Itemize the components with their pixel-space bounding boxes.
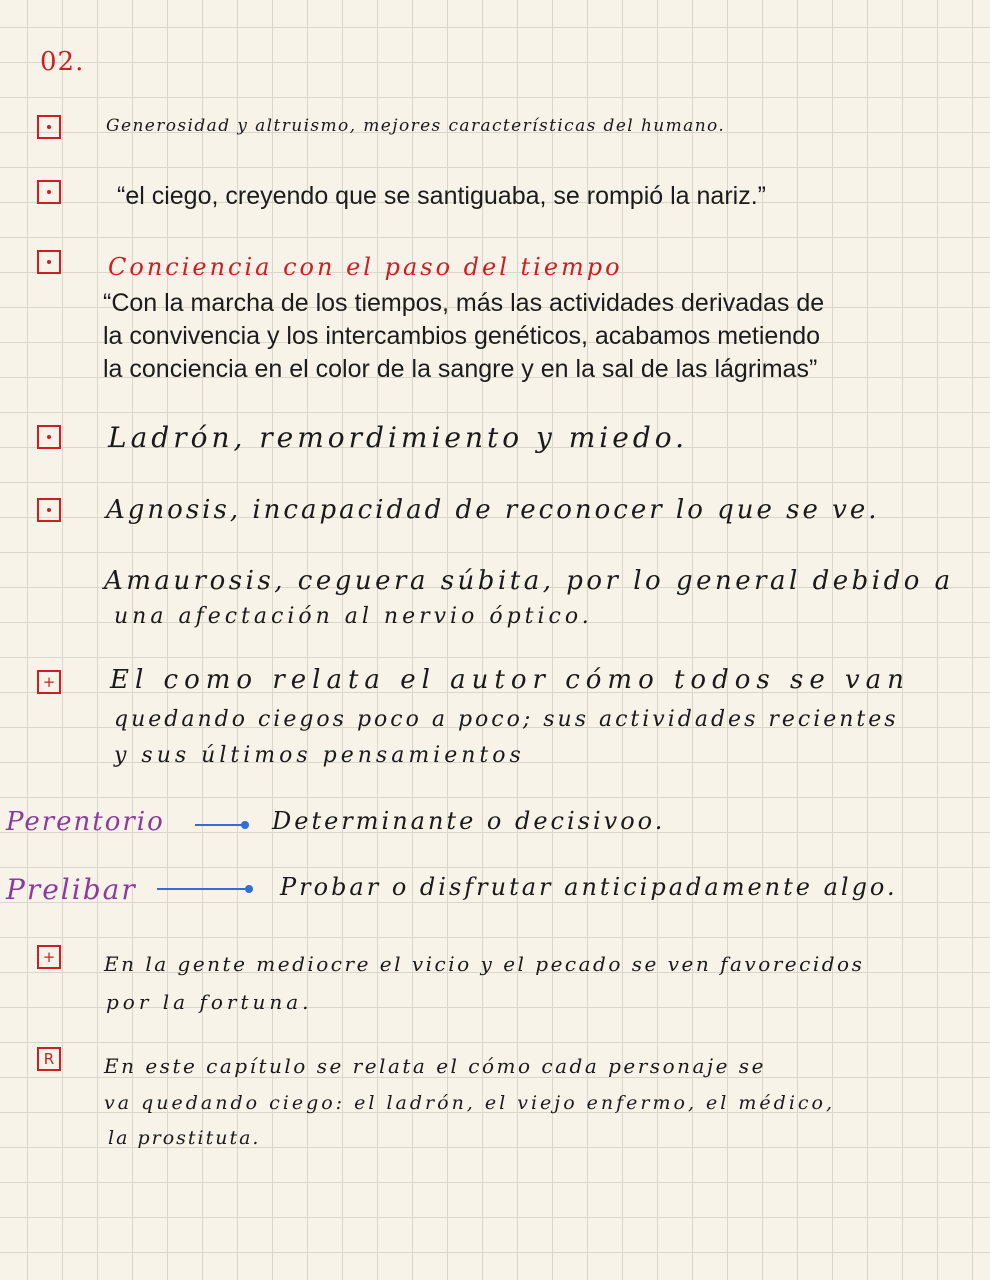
- checkbox-entry-1[interactable]: [37, 115, 61, 139]
- entry-9-line-1: En este capítulo se relata el cómo cada personaje se: [104, 1054, 766, 1078]
- entry-3-quote-line-3: la conciencia en el color de la sangre y en la sal de las lágrimas”: [103, 355, 818, 383]
- entry-2-quote: “el ciego, creyendo que se santiguaba, se rompió la nariz.”: [117, 182, 766, 210]
- dot-icon: [47, 190, 51, 194]
- checkbox-entry-4[interactable]: [37, 425, 61, 449]
- entry-8-line-1: En la gente mediocre el vicio y el pecado se ven favorecidos: [104, 952, 865, 976]
- arrow-icon: [195, 824, 245, 826]
- checkbox-entry-3[interactable]: [37, 250, 61, 274]
- plus-icon: +: [42, 672, 56, 691]
- entry-9-line-3: la prostituta.: [108, 1127, 261, 1149]
- entry-4-text: Ladrón, remordimiento y miedo.: [108, 421, 689, 454]
- entry-3-heading: Conciencia con el paso del tiempo: [108, 253, 623, 281]
- entry-3-quote-line-1: “Con la marcha de los tiempos, más las actividades derivadas de: [103, 289, 825, 317]
- entry-9-line-2: va quedando ciego: el ladrón, el viejo enfermo, el médico,: [104, 1092, 836, 1114]
- vocab-definition-perentorio: Determinante o decisivoo.: [272, 807, 666, 835]
- plus-icon: +: [42, 947, 56, 966]
- entry-7-line-1: El como relata el autor cómo todos se van: [110, 665, 910, 695]
- entry-1-text: Generosidad y altruismo, mejores características del humano.: [106, 116, 726, 136]
- dot-icon: [47, 508, 51, 512]
- entry-7-line-2: quedando ciegos poco a poco; sus actividades recientes: [114, 707, 899, 732]
- checkbox-entry-2[interactable]: [37, 180, 61, 204]
- entry-3-quote-line-2: la convivencia y los intercambios genéticos, acabamos metiendo: [103, 322, 821, 350]
- vocab-definition-prelibar: Probar o disfrutar anticipadamente algo.: [280, 873, 898, 901]
- checkbox-entry-5[interactable]: [37, 498, 61, 522]
- checkbox-entry-7[interactable]: [37, 670, 61, 694]
- entry-6-line-1: Amaurosis, ceguera súbita, por lo general debido a: [104, 566, 954, 596]
- r-letter-icon: R: [43, 1049, 55, 1068]
- dot-icon: [47, 125, 51, 129]
- arrow-icon: [157, 888, 249, 890]
- checkbox-entry-8[interactable]: [37, 945, 61, 969]
- vocab-term-perentorio: Perentorio: [6, 807, 165, 837]
- page-number: 02.: [40, 47, 85, 77]
- vocab-term-prelibar: Prelibar: [6, 873, 137, 906]
- entry-6-line-2: una afectación al nervio óptico.: [114, 604, 593, 629]
- dot-icon: [47, 260, 51, 264]
- checkbox-entry-9[interactable]: [37, 1047, 61, 1071]
- entry-8-line-2: por la fortuna.: [106, 990, 313, 1014]
- dot-icon: [47, 435, 51, 439]
- entry-7-line-3: y sus últimos pensamientos: [114, 743, 525, 768]
- entry-5-text: Agnosis, incapacidad de reconocer lo que se ve.: [106, 495, 880, 525]
